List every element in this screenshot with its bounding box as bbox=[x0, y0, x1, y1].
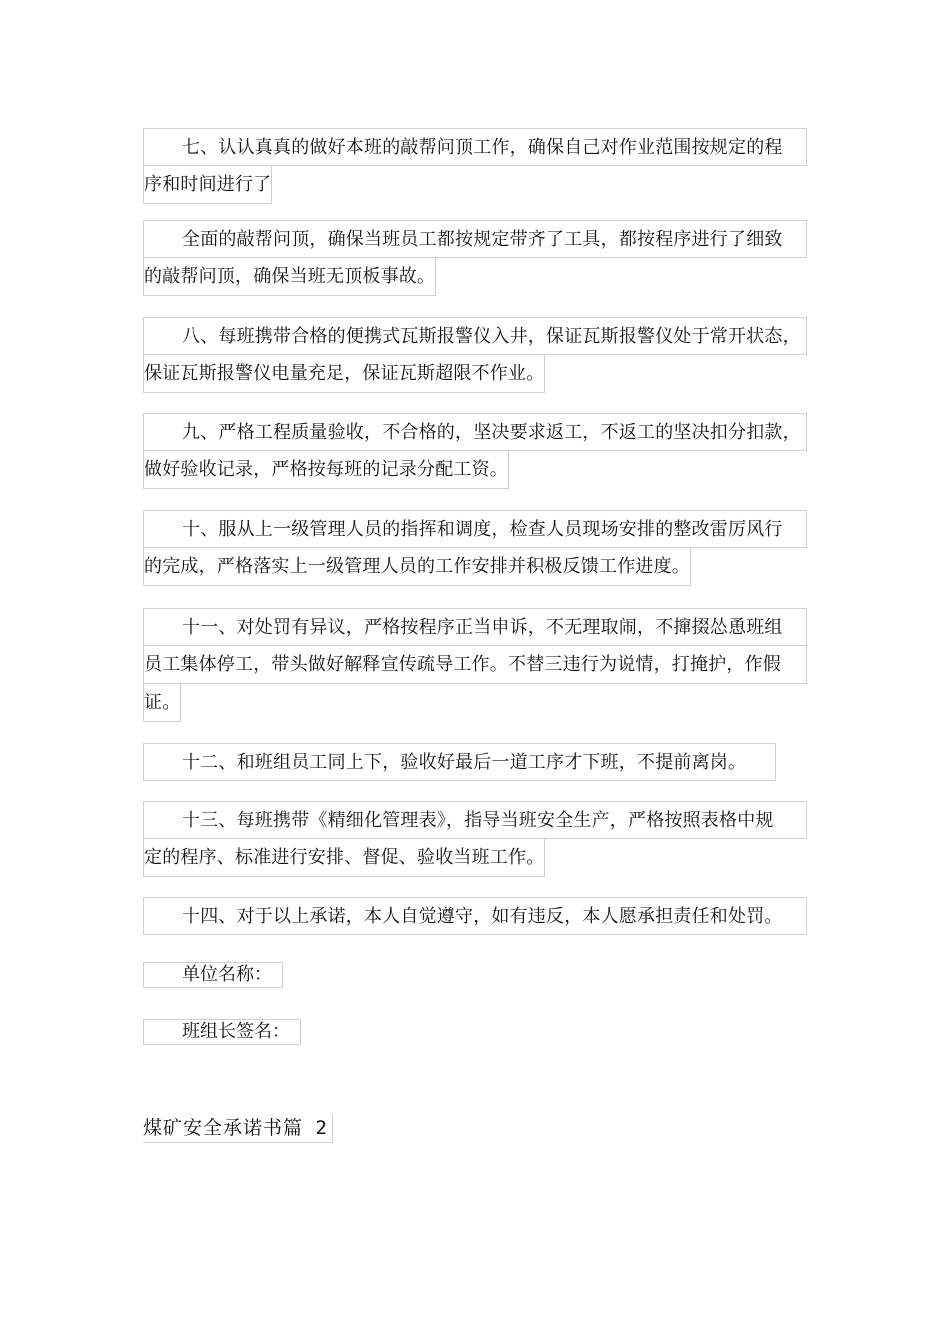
paragraph-line: 十、服从上一级管理人员的指挥和调度，检查人员现场安排的整改雷厉风行 bbox=[143, 510, 807, 548]
paragraph-line: 十二、和班组员工同上下，验收好最后一道工序才下班，不提前离岗。 bbox=[143, 743, 776, 781]
paragraph-9 bbox=[143, 413, 807, 489]
paragraph-13 bbox=[143, 801, 807, 877]
paragraph-7 bbox=[143, 128, 807, 204]
paragraph-14 bbox=[143, 897, 807, 935]
paragraph-line: 证。 bbox=[143, 684, 181, 722]
paragraph-line: 做好验收记录，严格按每班的记录分配工资。 bbox=[143, 451, 509, 489]
paragraph-line: 九、严格工程质量验收，不合格的，坚决要求返工，不返工的坚决扣分扣款， bbox=[143, 413, 807, 451]
paragraph-line: 的完成，严格落实上一级管理人员的工作安排并积极反馈工作进度。 bbox=[143, 548, 691, 586]
paragraph-line: 的敲帮问顶，确保当班无顶板事故。 bbox=[143, 258, 436, 296]
paragraph-line: 十四、对于以上承诺，本人自觉遵守，如有违反，本人愿承担责任和处罚。 bbox=[143, 897, 807, 935]
paragraph-line: 员工集体停工，带头做好解释宣传疏导工作。不替三违行为说情，打掩护，作假 bbox=[143, 646, 807, 684]
paragraph-line: 十三、每班携带《精细化管理表》，指导当班安全生产，严格按照表格中规 bbox=[143, 801, 807, 839]
section-heading: 煤矿安全承诺书篇 2 bbox=[143, 1114, 333, 1143]
paragraph-line: 七、认认真真的做好本班的敲帮问顶工作，确保自己对作业范围按规定的程 bbox=[143, 128, 807, 166]
paragraph-7-continued bbox=[143, 220, 807, 296]
team-leader-signature-label: 班组长签名： bbox=[143, 1019, 301, 1045]
paragraph-line: 全面的敲帮问顶，确保当班员工都按规定带齐了工具，都按程序进行了细致 bbox=[143, 220, 807, 258]
paragraph-line: 序和时间进行了 bbox=[143, 166, 272, 204]
paragraph-11 bbox=[143, 608, 807, 722]
paragraph-line: 八、每班携带合格的便携式瓦斯报警仪入井，保证瓦斯报警仪处于常开状态， bbox=[143, 317, 807, 355]
paragraph-12 bbox=[143, 743, 807, 781]
paragraph-line: 保证瓦斯报警仪电量充足，保证瓦斯超限不作业。 bbox=[143, 355, 545, 393]
paragraph-8 bbox=[143, 317, 807, 393]
paragraph-line: 定的程序、标准进行安排、督促、验收当班工作。 bbox=[143, 839, 545, 877]
paragraph-10 bbox=[143, 510, 807, 586]
unit-name-label: 单位名称： bbox=[143, 962, 283, 988]
paragraph-line: 十一、对处罚有异议，严格按程序正当申诉，不无理取闹，不撺掇怂恿班组 bbox=[143, 608, 807, 646]
